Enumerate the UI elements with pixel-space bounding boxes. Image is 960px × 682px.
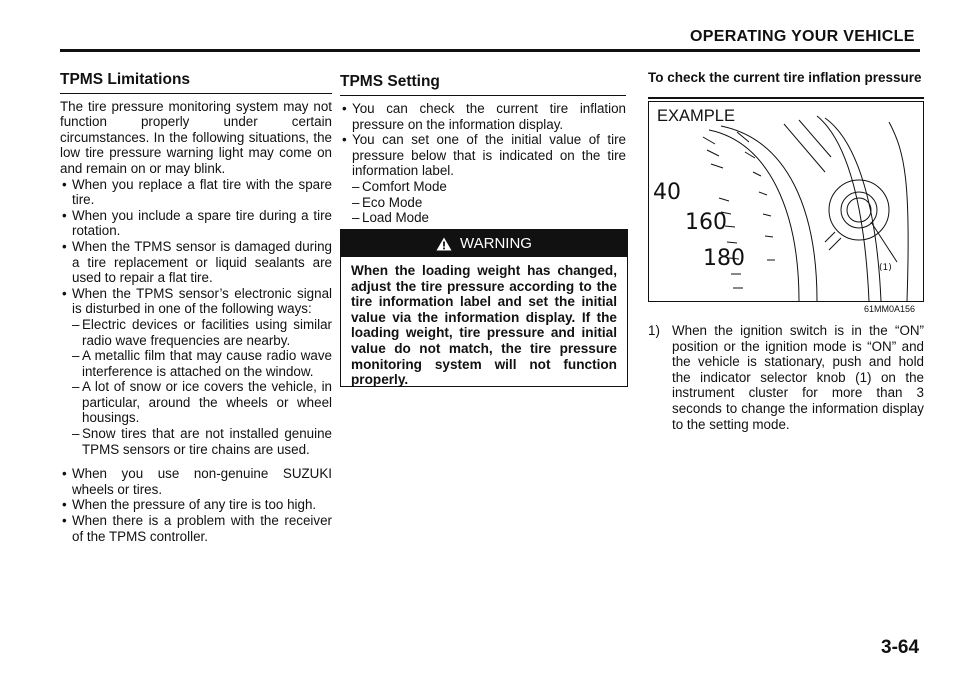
mode-item: – Comfort Mode <box>340 179 626 195</box>
warning-label: WARNING <box>460 235 532 252</box>
mode-item: – Load Mode <box>340 210 626 226</box>
gauge-number: 40 <box>653 180 681 205</box>
section-title-tpms-limitations: TPMS Limitations <box>60 71 191 88</box>
warning-box <box>340 229 628 387</box>
list-item: • When you replace a flat tire with the spare tire. <box>60 177 332 208</box>
section-rule <box>60 93 332 94</box>
list-item: • When you use non-genuine SUZUKI wheels or tires. <box>60 466 332 497</box>
figure-label: EXAMPLE <box>657 107 735 125</box>
section-title-check-pressure: To check the current tire inflation pressure <box>648 70 922 85</box>
section-rule <box>340 95 626 97</box>
list-item: • You can set one of the initial value of tire pressure below that is indicated on the tire information label. <box>340 132 626 179</box>
gauge-illustration <box>649 102 923 301</box>
section-title-tpms-setting: TPMS Setting <box>340 73 440 90</box>
mode-item: – Eco Mode <box>340 195 626 211</box>
list-item: • When the TPMS sensor’s electronic signal is disturbed in one of the following ways: <box>60 286 332 317</box>
gauge-number: 180 <box>703 246 745 271</box>
example-figure <box>648 101 924 302</box>
sub-list-item: – Snow tires that are not installed genuine TPMS sensors or tire chains are used. <box>60 426 332 457</box>
warning-header <box>341 230 627 257</box>
list-item: • When you include a spare tire during a tire rotation. <box>60 208 332 239</box>
limitations-list <box>60 177 332 545</box>
step-number: 1) <box>648 323 660 338</box>
sub-list-item: – Electric devices or facilities using similar radio wave frequencies are nearby. <box>60 317 332 348</box>
warning-text: When the loading weight has changed, adjust the tire pressure according to the tire information label and set the initial value via the information display. If the loading weight, tire pressure and initial value do not match, the tire pressure monitoring system will not function properly. <box>351 263 617 388</box>
header-rule <box>60 49 920 52</box>
list-item: • When the pressure of any tire is too high. <box>60 497 332 513</box>
step-1 <box>648 323 924 432</box>
left-column <box>60 72 332 544</box>
step-text: When the ignition switch is in the “ON” position or the ignition mode is “ON” and the vehicle is stationary, push and hold the indicator selector knob (1) on the instrument cluster for more than 3 seconds to change the information display to the setting mode. <box>672 323 924 432</box>
warning-triangle-icon <box>436 237 452 251</box>
sub-list-item: – A lot of snow or ice covers the vehicle, in particular, around the wheels or wheel housings. <box>60 379 332 426</box>
page-header: OPERATING YOUR VEHICLE <box>690 28 915 45</box>
intro-paragraph: The tire pressure monitoring system may not function properly under certain circumstances. In the following situations, the low tire pressure warning light may come on and remain on or may blink. <box>60 98 332 176</box>
list-item: • When the TPMS sensor is damaged during a tire replacement or liquid sealants are used to repair a flat tire. <box>60 239 332 286</box>
callout-label: (1) <box>879 263 892 273</box>
list-item: • You can check the current tire inflation pressure on the information display. <box>340 101 626 132</box>
sub-list-item: – A metallic film that may cause radio wave interference is attached on the window. <box>60 348 332 379</box>
page-number: 3-64 <box>881 637 920 658</box>
figure-id: 61MM0A156 <box>864 304 916 314</box>
section-rule <box>648 97 924 99</box>
gauge-number: 160 <box>685 210 727 235</box>
middle-column <box>340 74 626 226</box>
list-item: • When there is a problem with the receiver of the TPMS controller. <box>60 513 332 544</box>
